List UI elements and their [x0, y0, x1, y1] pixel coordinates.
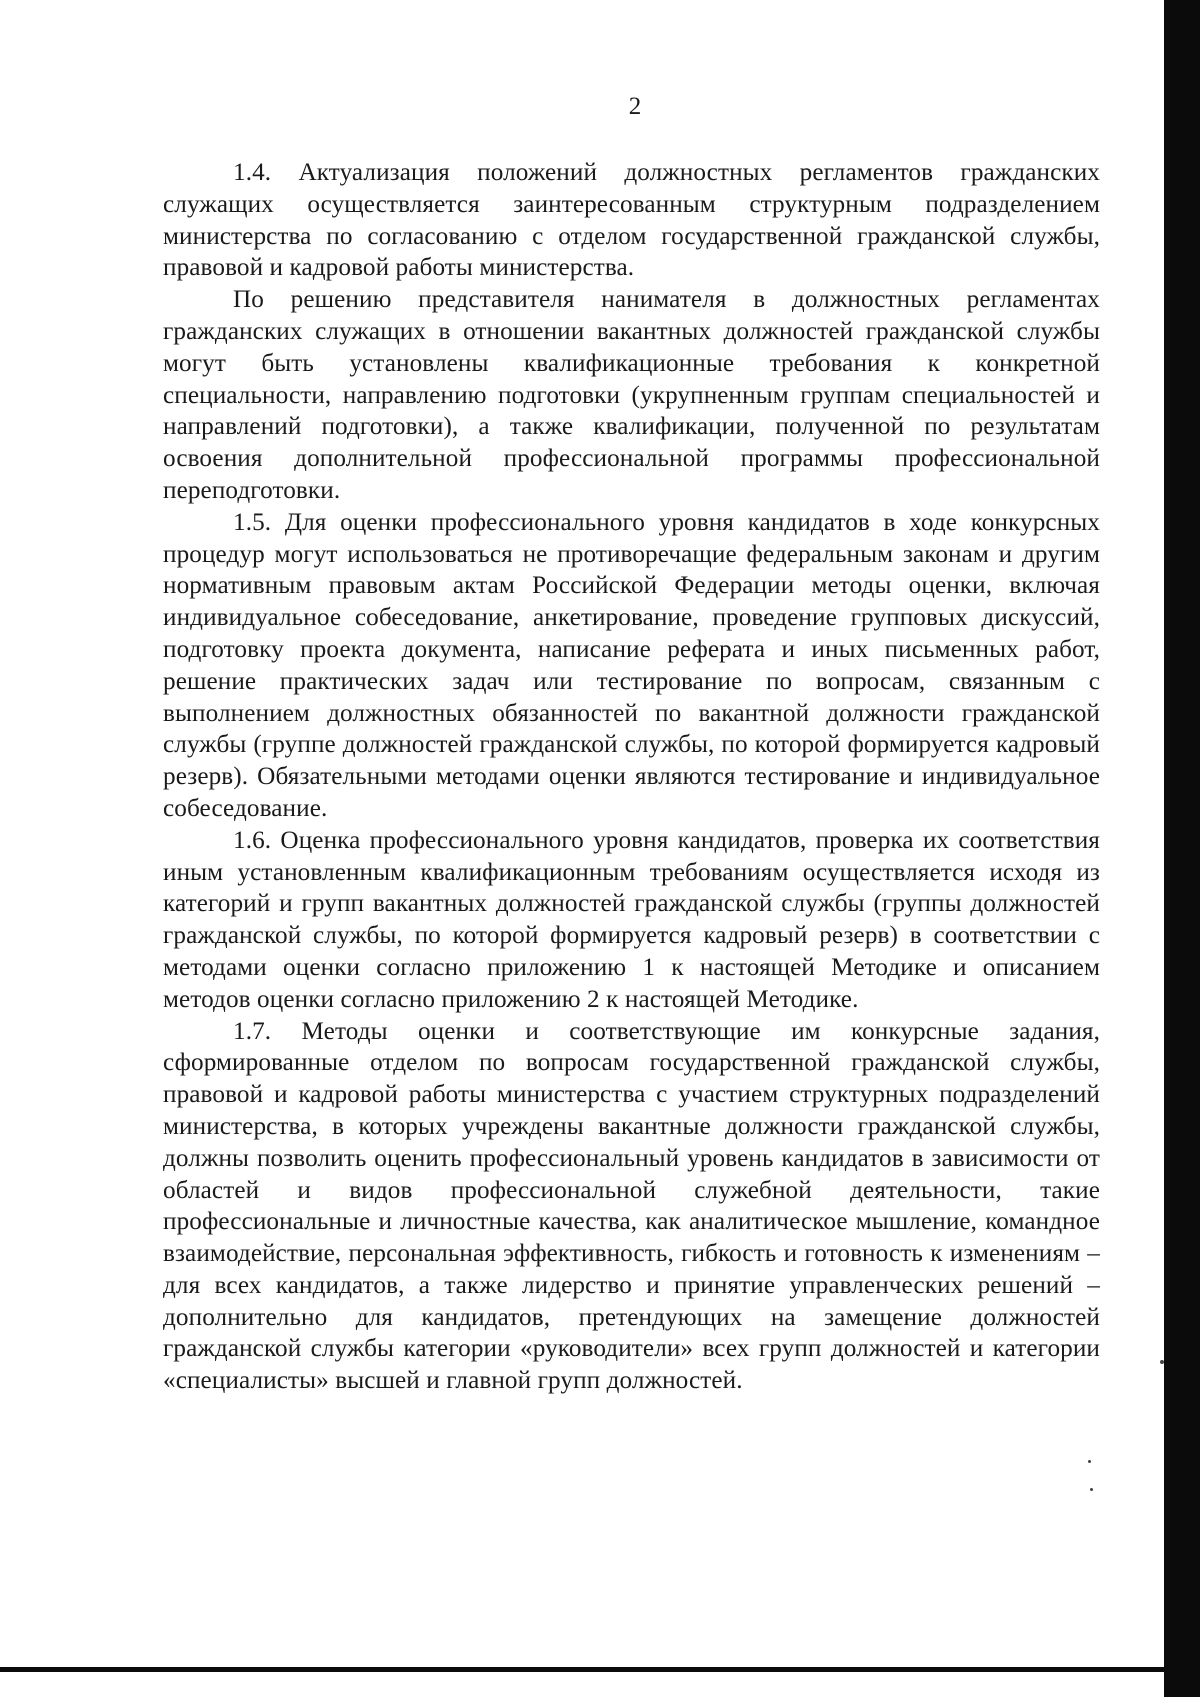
paragraph-1-7: 1.7. Методы оценки и соответствующие им конкурсные задания, сформированные отделом по вопросам государственной гражданской службы, правовой и кадровой работы министерства с участием структурных подразделений министерства, в которых учреждены вакантные должности гражданской службы, должны позволить оценить профессиональный уровень кандидатов в зависимости от областей и видов профессиональной служебной деятельности, такие профессиональные и личностные качества, как аналитическое мышление, командное взаимодействие, персональная эффективность, гибкость и готовность к изменениям – для всех кандидатов, а также лидерство и принятие управленческих решений – дополнительно для кандидатов, претендующих на замещение должностей гражданской службы категории «руководители» всех групп должностей и категории «специалисты» высшей и главной групп должностей. [163, 1017, 1100, 1395]
paragraph-1-5: 1.5. Для оценки профессионального уровня кандидатов в ходе конкурсных процедур могут использоваться не противоречащие федеральным законам и другим нормативным правовым актам Российской Федерации методы оценки, включая индивидуальное собеседование, анкетирование, проведение групповых дискуссий, подготовку проекта документа, написание реферата и иных письменных работ, решение практических задач или тестирование по вопросам, связанным с выполнением должностных обязанностей по вакантной должности гражданской службы (группе должностей гражданской службы, по которой формируется кадровый резерв). Обязательными методами оценки являются тестирование и индивидуальное собеседование. [163, 508, 1100, 822]
paragraph-1-4: 1.4. Актуализация положений должностных регламентов гражданских служащих осуществляется заинтересованным структурным подразделением министерства по согласованию с отделом государственной гражданской службы, правовой и кадровой работы министерства. [163, 159, 1100, 282]
page-number: 2 [628, 93, 642, 120]
paragraph-representative-decision: По решению представителя нанимателя в должностных регламентах гражданских служащих в отношении вакантных должностей гражданской службы могут быть установлены квалификационные требования к конкретной специальности, направлению подготовки (укрупненным группам специальностей и направлений подготовки), а также квалификации, полученной по результатам освоения дополнительной профессиональной программы профессиональной переподготовки. [163, 286, 1100, 504]
scan-border-bottom [0, 1667, 1200, 1672]
document-body [163, 157, 1100, 1397]
scan-speck-2 [1090, 1488, 1093, 1491]
scan-speck-3 [1160, 1360, 1164, 1364]
paragraph-1-6: 1.6. Оценка профессионального уровня кандидатов, проверка их соответствия иным установленным квалификационным требованиям осуществляется исходя из категорий и групп вакантных должностей гражданской службы (группы должностей гражданской службы, по которой формируется кадровый резерв) в соответствии с методами оценки согласно приложению 1 к настоящей Методике и описанием методов оценки согласно приложению 2 к настоящей Методике. [163, 826, 1100, 1013]
scan-border-right [1164, 0, 1200, 1697]
scan-speck-1 [1088, 1460, 1091, 1463]
